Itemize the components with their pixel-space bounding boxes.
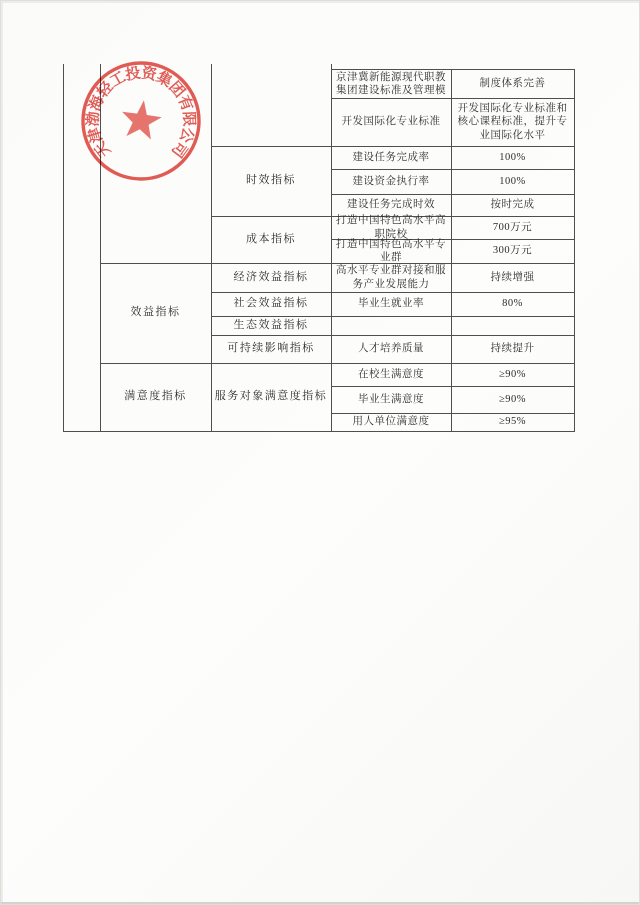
- indicator-cell: 用人单位满意度: [331, 413, 452, 432]
- group-cell-benefit: 效益指标: [100, 263, 212, 364]
- value-cell: 按时完成: [451, 194, 575, 217]
- indicator-cell: 建设任务完成时效: [331, 194, 452, 217]
- subgroup-cell-social: 社会效益指标: [211, 292, 332, 317]
- subgroup-cell-sustainable: 可持续影响指标: [211, 335, 332, 364]
- indicator-cell: 打造中国特色高水平专业群: [331, 239, 452, 264]
- seal-char: 有: [174, 93, 195, 114]
- indicator-cell: 高水平专业群对接和服务产业发展能力: [331, 263, 452, 293]
- seal-char: 工: [107, 69, 129, 91]
- value-cell: 持续提升: [451, 335, 575, 364]
- value-cell: 开发国际化专业标准和核心课程标准，提升专业国际化水平: [451, 98, 575, 147]
- indicator-cell: 建设资金执行率: [331, 169, 452, 195]
- indicator-cell: [331, 316, 452, 336]
- subgroup-cell-time: 时效指标: [211, 146, 332, 217]
- value-cell: 300万元: [451, 239, 575, 264]
- indicator-cell: 京津冀新能源现代职教集团建设标准及管理模: [331, 69, 452, 99]
- value-cell: 80%: [451, 292, 575, 317]
- subgroup-cell-economic: 经济效益指标: [211, 263, 332, 293]
- seal-char: 限: [179, 111, 197, 127]
- seal-char: 轻: [94, 79, 117, 101]
- seal-char: 司: [167, 138, 190, 160]
- indicator-cell: 开发国际化专业标准: [331, 98, 452, 147]
- value-cell: ≥95%: [451, 413, 575, 432]
- seal-char: 公: [176, 125, 196, 145]
- seal-char: 集: [153, 69, 175, 91]
- indicator-cell: 打造中国特色高水平高职院校: [331, 216, 452, 240]
- value-cell: [451, 316, 575, 336]
- value-cell: 700万元: [451, 216, 575, 240]
- empty-left-column-cell: [63, 64, 101, 432]
- subgroup-cell-empty-top: [211, 64, 332, 147]
- value-cell: 100%: [451, 146, 575, 170]
- subgroup-cell-ecological: 生态效益指标: [211, 316, 332, 336]
- indicator-cell: 毕业生就业率: [331, 292, 452, 317]
- seal-char: 津: [86, 125, 106, 145]
- subgroup-cell-service: 服务对象满意度指标: [211, 363, 332, 432]
- indicator-cell: 毕业生满意度: [331, 386, 452, 414]
- seal-char: 资: [140, 65, 158, 84]
- value-cell: 制度体系完善: [451, 69, 575, 99]
- seal-char: 投: [124, 65, 142, 84]
- indicator-cell: 建设任务完成率: [331, 146, 452, 170]
- seal-char: 天: [92, 138, 115, 160]
- indicator-cell: 人才培养质量: [331, 335, 452, 364]
- indicator-cell: 在校生满意度: [331, 363, 452, 387]
- value-cell: 持续增强: [451, 263, 575, 293]
- subgroup-cell-cost: 成本指标: [211, 216, 332, 264]
- group-cell-empty-top: [100, 64, 212, 264]
- seal-char: 团: [165, 79, 188, 101]
- seal-char: 渤: [85, 111, 103, 127]
- group-cell-satisfaction: 满意度指标: [100, 363, 212, 432]
- seal-char: 海: [87, 93, 108, 114]
- value-cell: ≥90%: [451, 363, 575, 387]
- value-cell: 100%: [451, 169, 575, 195]
- value-cell: ≥90%: [451, 386, 575, 414]
